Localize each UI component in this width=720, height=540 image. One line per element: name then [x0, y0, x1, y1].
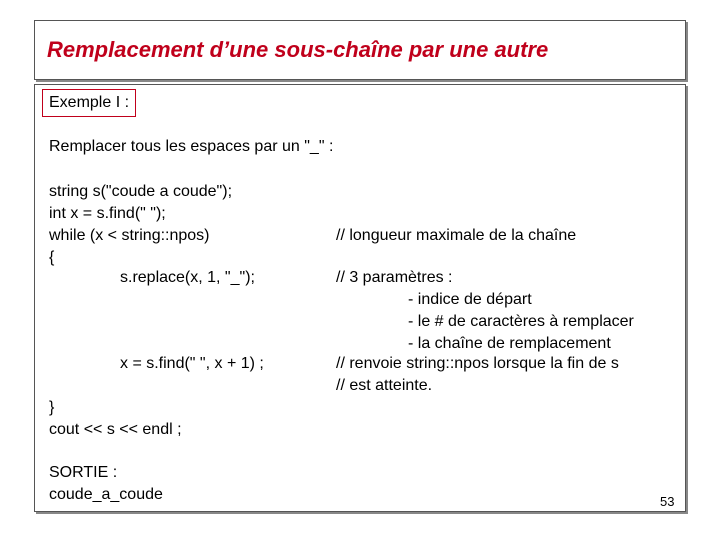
comment-param-1: - indice de départ: [408, 291, 532, 308]
comment-param-2: - le # de caractères à remplacer: [408, 313, 634, 330]
code-line-while: while (x < string::npos): [49, 227, 210, 244]
title-box: [34, 20, 686, 80]
output-value: coude_a_coude: [49, 486, 163, 503]
output-label: SORTIE :: [49, 464, 118, 481]
comment-replace: // 3 paramètres :: [336, 269, 453, 286]
code-line-replace: s.replace(x, 1, "_");: [120, 269, 255, 286]
intro-text: Remplacer tous les espaces par un "_" :: [49, 138, 334, 155]
code-line-close-brace: }: [49, 399, 55, 416]
code-line-decl-s: string s("coude a coude");: [49, 183, 233, 200]
code-line-find: x = s.find(" ", x + 1) ;: [120, 355, 264, 372]
comment-param-3: - la chaîne de remplacement: [408, 335, 611, 352]
page-number: 53: [660, 494, 675, 509]
code-line-decl-x: int x = s.find(" ");: [49, 205, 166, 222]
comment-find: // renvoie string::npos lorsque la fin de s: [336, 355, 619, 372]
example-label: Exemple I :: [42, 89, 136, 117]
slide-title: Remplacement d’une sous-chaîne par une autre: [47, 37, 549, 62]
code-line-open-brace: {: [49, 249, 55, 266]
comment-find-2: // est atteinte.: [336, 377, 433, 394]
comment-while: // longueur maximale de la chaîne: [336, 227, 577, 244]
code-line-cout: cout << s << endl ;: [49, 421, 182, 438]
